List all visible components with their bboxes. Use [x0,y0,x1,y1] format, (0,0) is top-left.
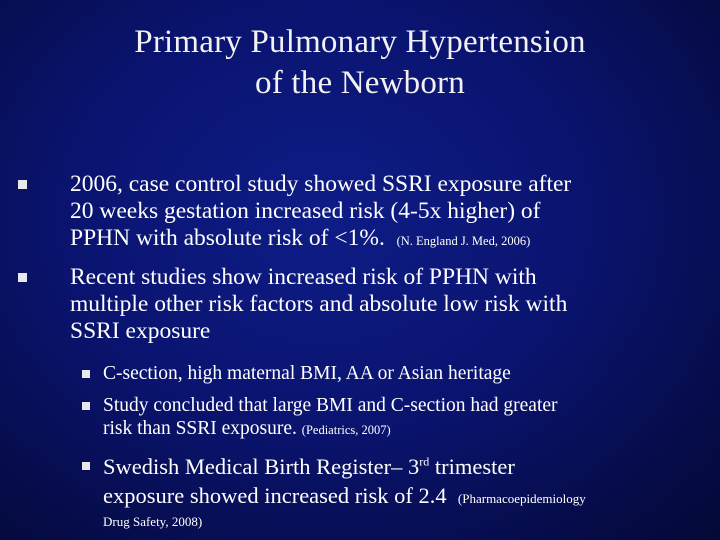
sub-bullet-2 [103,394,558,442]
sub-bullet-2-line-2: risk than SSRI exposure. [103,418,297,439]
bullet-2-line-2: multiple other risk factors and absolute low risk with [70,291,568,317]
bullet-2 [70,264,567,345]
sub-bullet-3-text-a: Swedish Medical Birth Register– 3 [103,454,420,479]
sub-bullet-3-text-b: trimester [429,454,515,479]
sub-bullet-2-citation: (Pediatrics, 2007) [301,423,391,437]
bullet-2-line-1: Recent studies show increased risk of PPHN with [70,264,537,290]
bullet-1 [70,171,571,255]
square-bullet-icon [18,180,27,189]
square-bullet-icon [18,273,27,282]
bullet-1-line-2: 20 weeks gestation increased risk (4-5x higher) of [70,198,541,224]
square-bullet-icon [82,462,90,470]
sub-bullet-3 [103,452,586,531]
bullet-2-line-3: SSRI exposure [70,318,211,344]
sub-bullet-1-line-1: C-section, high maternal BMI, AA or Asian heritage [103,363,511,384]
bullet-1-line-3: PPHN with absolute risk of <1%. [70,225,385,251]
sub-bullet-2-line-1: Study concluded that large BMI and C-section had greater [103,395,558,416]
bullet-1-line-1: 2006, case control study showed SSRI exposure after [70,171,572,197]
bullet-1-citation: (N. England J. Med, 2006) [396,234,531,248]
sub-bullet-1 [103,362,511,385]
title-line-1: Primary Pulmonary Hypertension [134,24,586,60]
title-line-2: of the Newborn [255,65,465,101]
sub-bullet-3-line-2: exposure showed increased risk of 2.4 [103,483,447,508]
square-bullet-icon [82,402,90,410]
square-bullet-icon [82,370,90,378]
ordinal-suffix: rd [419,454,430,469]
sub-bullet-3-citation-b: Drug Safety, 2008) [103,514,203,529]
slide-title [0,22,720,104]
sub-bullet-3-citation-a: (Pharmacoepidemiology [457,491,586,506]
